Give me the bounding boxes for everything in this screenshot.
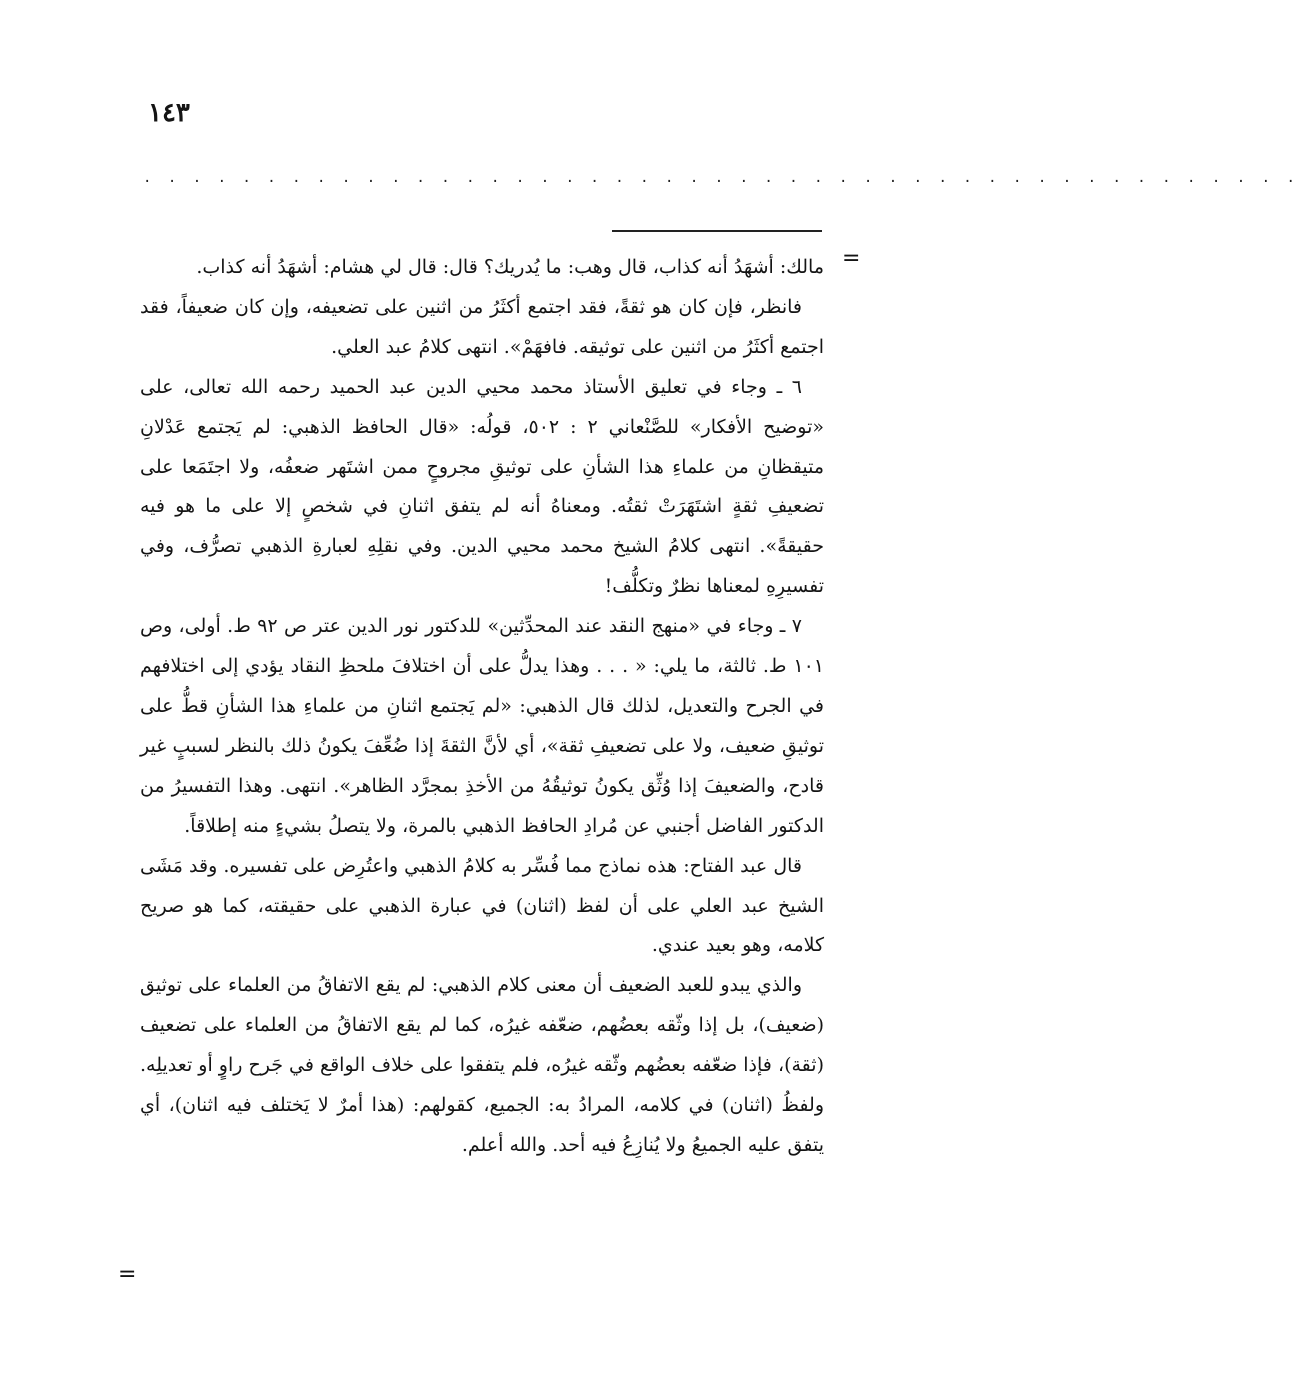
- paragraph: ٦ ـ وجاء في تعليق الأستاذ محمد محيي الدين عبد الحميد رحمه الله تعالى، على «توضيح الأفكار» للصَّنْعاني ٢ : ٥٠٢، قولُه: «قال الحافظ الذهبي: لم يَجتمع عَدْلانِ متيقظانِ من علماءِ هذا الشأنِ على توثيقِ مجروحٍ ممن اشتَهر ضعفُه، ولا اجتَمَعا على تضعيفِ ثقةٍ اشتَهَرَتْ ثقتُه. ومعناهُ أنه لم يتفق اثنانِ في شخصٍ إلا على ما هو فيه حقيقةً». انتهى كلامُ الشيخ محمد محيي الدين. وفي نقلِهِ لعبارةِ الذهبي تصرُّف، وفي تفسيرِهِ لمعناها نظرٌ وتكلُّف!: [140, 375, 824, 598]
- paragraph: والذي يبدو للعبد الضعيف أن معنى كلام الذهبي: لم يقع الاتفاقُ من العلماء على توثيق (ضعيف)، بل إذا وثّقه بعضُهم، ضعّفه غيرُه، كما لم يقع الاتفاقُ من العلماء على تضعيف (ثقة)، فإذا ضعّفه بعضُهم وثّقه غيرُه، فلم يتفقوا على خلاف الواقع في جَرح راوٍ أو تعديلِه. ولفظُ (اثنان) في كلامه، المرادُ به: الجميع، كقولهم: (هذا أمرٌ لا يَختلف فيه اثنان)، أي يتفق عليه الجميعُ ولا يُنازِعُ فيه أحد. والله أعلم.: [140, 974, 824, 1156]
- dotted-separator: . . . . . . . . . . . . . . . . . . . . . . . . . . . . . . . . . . . . . . . . . . . . . . .: [143, 170, 1299, 186]
- footnote-body: [140, 248, 824, 1166]
- paragraph: ٧ ـ وجاء في «منهج النقد عند المحدِّثين» للدكتور نور الدين عتر ص ٩٢ ط. أولى، وص ١٠١ ط. ثالثة، ما يلي: « . . . وهذا يدلُّ على أن اختلافَ ملحظِ النقاد يؤدي إلى اختلافهم في الجرح والتعديل، لذلك قال الذهبي: «لم يَجتمع اثنانِ من علماءِ هذا الشأنِ قطُّ على توثيقِ ضعيف، ولا على تضعيفِ ثقة»، أي لأنَّ الثقةَ إذا ضُعِّفَ يكونُ ذلك بالنظر لسببٍ غير قادح، والضعيفَ إذا وُثِّق يكونُ توثيقُهُ من الأخذِ بمجرَّد الظاهر». انتهى. وهذا التفسيرُ من الدكتور الفاضل أجنبي عن مُرادِ الحافظ الذهبي بالمرة، ولا يتصلُ بشيءٍ منه إطلاقاً.: [140, 615, 824, 837]
- continuation-mark-top: =: [842, 246, 861, 271]
- paragraph: قال عبد الفتاح: هذه نماذج مما فُسِّر به كلامُ الذهبي واعتُرِض على تفسيره. وقد مَشَى الشيخ عبد العلي على أن لفظ (اثنان) في عبارة الذهبي على حقيقته، كما هو صريح كلامه، وهو بعيد عندي.: [140, 854, 824, 957]
- paragraph: مالك: أشهَدُ أنه كذاب، قال وهب: ما يُدريك؟ قال: قال لي هشام: أشهَدُ أنه كذاب.: [196, 256, 824, 278]
- continuation-mark-bottom: =: [118, 1262, 137, 1287]
- page-number: ١٤٣: [148, 98, 190, 128]
- paragraph: فانظر، فإن كان هو ثقةً، فقد اجتمع أكثَرُ من اثنين على تضعيفه، وإن كان ضعيفاً، فقد اجتمع أكثَرُ من اثنين على توثيقه. فافهَمْ». انتهى كلامُ عبد العلي.: [140, 295, 824, 358]
- footnote-rule: [612, 230, 822, 232]
